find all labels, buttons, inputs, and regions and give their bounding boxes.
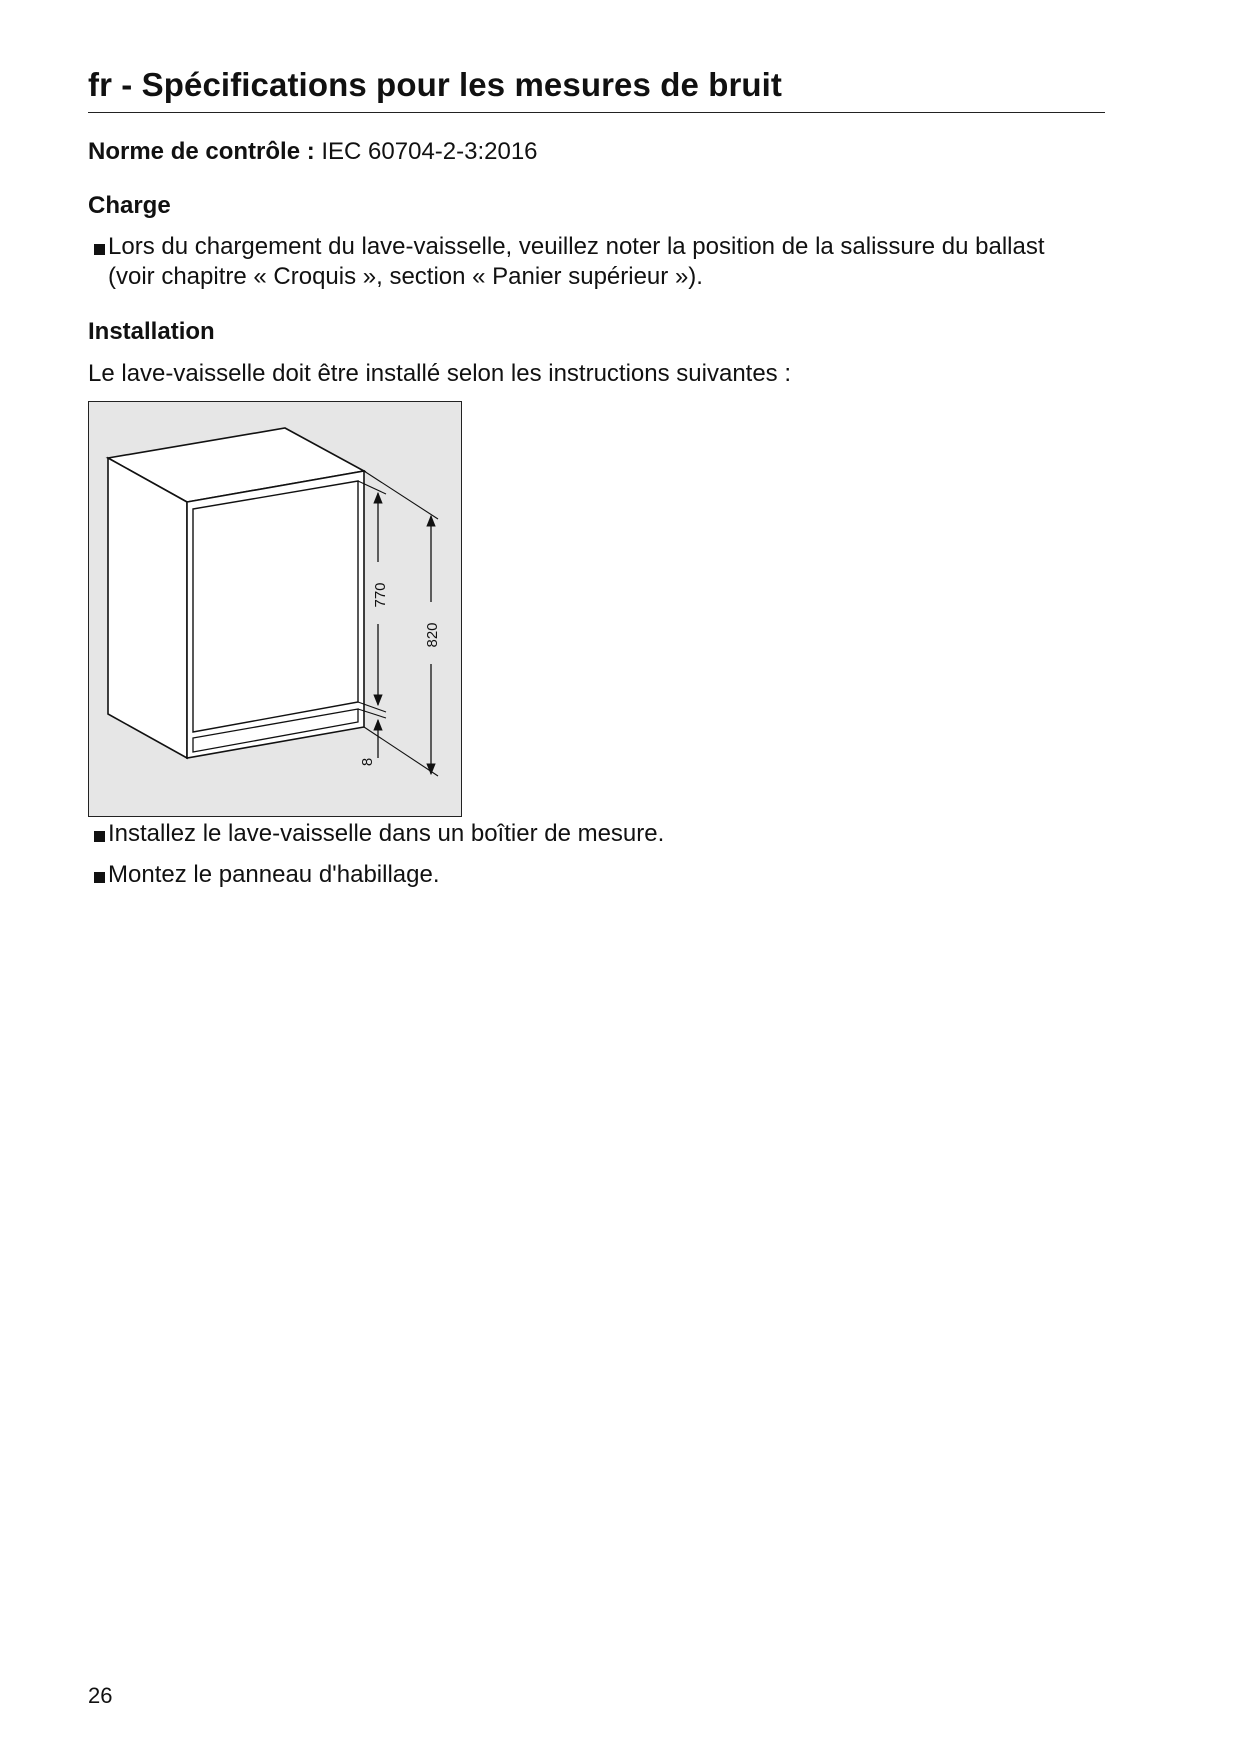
title-divider [88, 112, 1105, 113]
installation-bullet-1-text: Installez le lave-vaisselle dans un boîtier de mesure. [108, 820, 665, 847]
test-standard-label: Norme de contrôle : [88, 138, 315, 165]
installation-diagram [88, 401, 462, 817]
installation-bullet-1 [88, 819, 1118, 849]
installation-bullet-2 [88, 860, 1118, 890]
page-number: 26 [88, 1683, 113, 1708]
bullet-square-icon [94, 244, 105, 255]
installation-intro: Le lave-vaisselle doit être installé selon les instructions suivantes : [88, 360, 792, 387]
installation-bullet-2-text: Montez le panneau d'habillage. [108, 861, 440, 888]
bullet-square-icon [94, 872, 105, 883]
charge-heading: Charge [88, 192, 171, 219]
cabinet-side [108, 458, 187, 758]
charge-bullet-line-1: Lors du chargement du lave-vaisselle, veuillez noter la position de la salissure du ballast [108, 233, 1045, 260]
dishwasher-dimension-drawing [89, 402, 460, 815]
dimension-8-label: 8 [359, 757, 376, 767]
bullet-square-icon [94, 831, 105, 842]
test-standard [88, 138, 538, 166]
test-standard-value: IEC 60704-2-3:2016 [321, 138, 538, 165]
extension-line-top-outer [364, 471, 438, 519]
extension-line-bottom [364, 727, 438, 776]
dimension-820-label: 820 [424, 622, 441, 648]
installation-heading: Installation [88, 318, 215, 345]
dimension-770-label: 770 [372, 582, 389, 608]
page-title: fr - Spécifications pour les mesures de bruit [88, 66, 783, 103]
charge-bullet-line-2: (voir chapitre « Croquis », section « Panier supérieur »). [108, 263, 703, 290]
charge-bullet [88, 232, 1118, 292]
